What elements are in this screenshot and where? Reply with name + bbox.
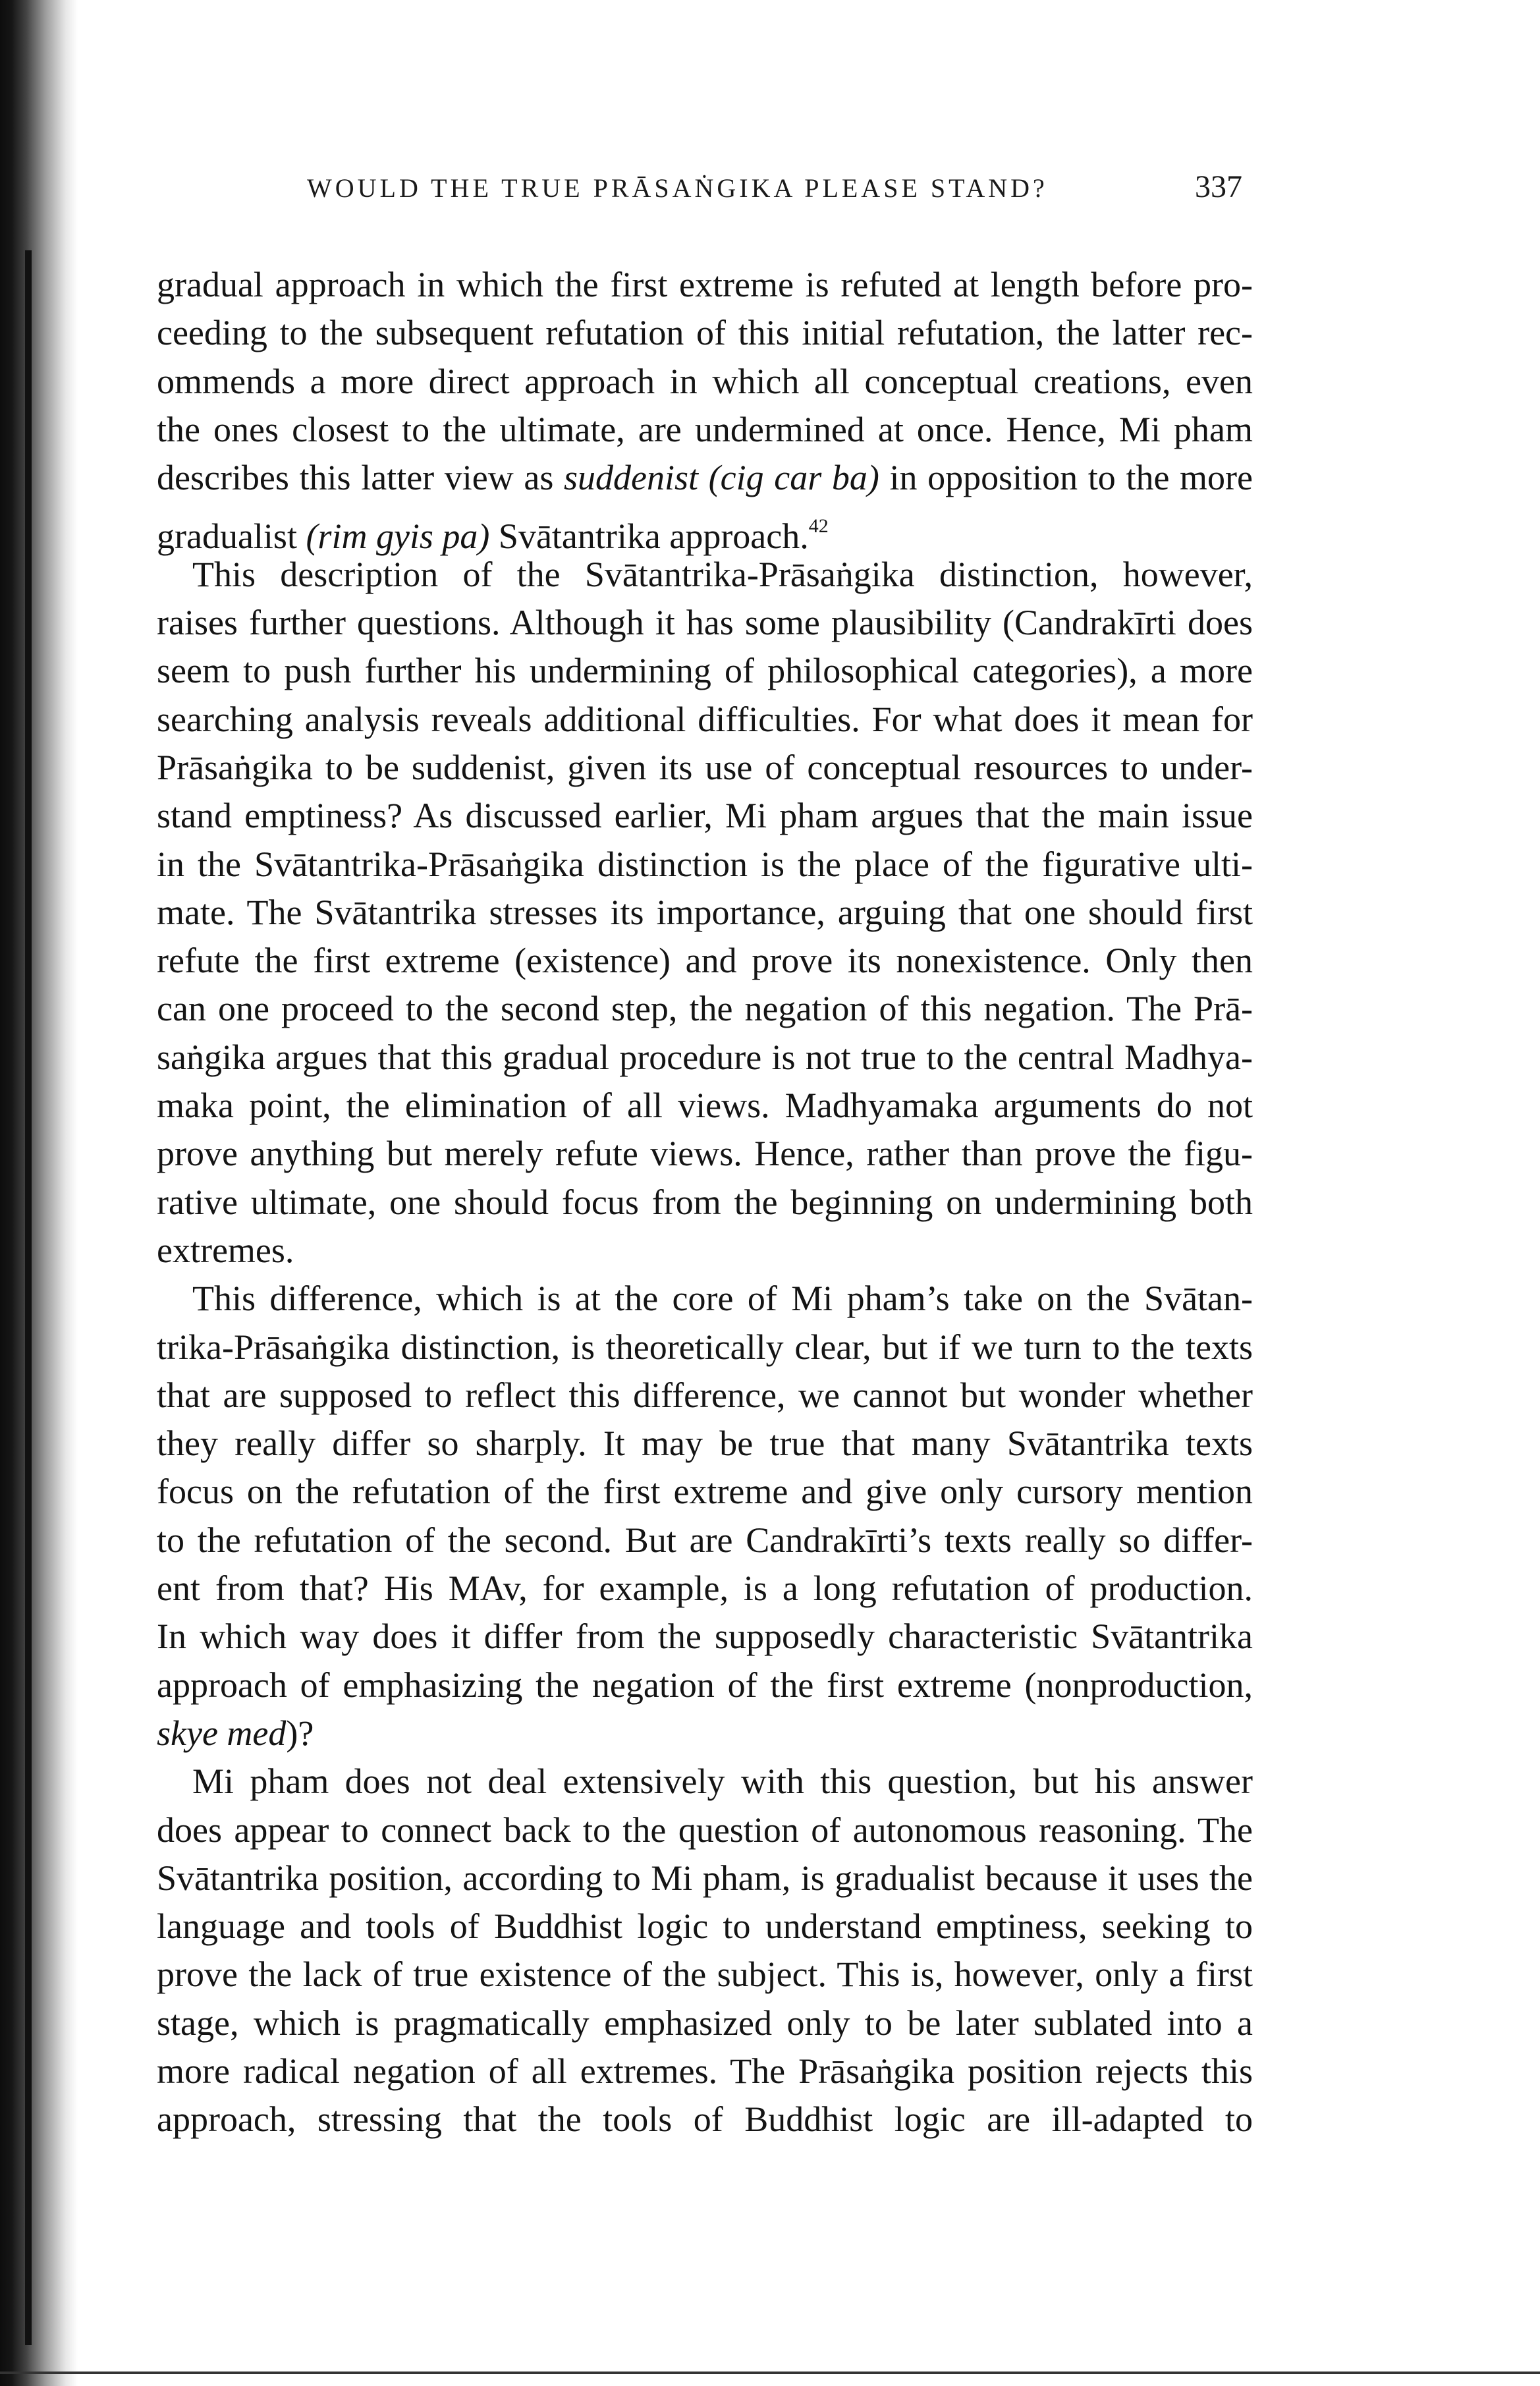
text-line: mate. The Svātantrika stresses its importance, arguing that one should first (157, 892, 1253, 932)
text-line: more radical negation of all extremes. The Prāsaṅgika position rejects this (157, 2051, 1253, 2091)
paragraph-3 (157, 1275, 1253, 1758)
text-run: in opposition to the more (879, 458, 1253, 498)
text-line: Prāsaṅgika to be suddenist, given its use of conceptual resources to under- (157, 747, 1253, 787)
text-line: trika-Prāsaṅgika distinction, is theoretically clear, but if we turn to the texts (157, 1327, 1253, 1367)
text-line: focus on the refutation of the first extreme and give only cursory mention (157, 1472, 1253, 1512)
text-line: prove the lack of true existence of the subject. This is, however, only a first (157, 1955, 1253, 1995)
text-line: that are supposed to reflect this difference, we cannot but wonder whether (157, 1375, 1253, 1415)
binding-shadow (0, 0, 78, 2386)
text-line: does appear to connect back to the question of autonomous reasoning. The (157, 1810, 1253, 1850)
text-line: ceeding to the subsequent refutation of this initial refutation, the latter rec- (157, 313, 1253, 353)
text-line: rative ultimate, one should focus from the beginning on undermining both (157, 1182, 1253, 1222)
text-line: gradual approach in which the first extreme is refuted at length before pro- (157, 265, 1253, 304)
text-line: This difference, which is at the core of Mi pham’s take on the Svātan- (192, 1279, 1253, 1319)
text-line: seem to push further his undermining of philosophical categories), a more (157, 651, 1253, 691)
text-line: they really differ so sharply. It may be true that many Svātantrika texts (157, 1424, 1253, 1464)
text-line: refute the first extreme (existence) and prove its nonexistence. Only then (157, 941, 1253, 981)
text-line: saṅgika argues that this gradual procedure is not true to the central Madhya- (157, 1037, 1253, 1077)
text-line: ommends a more direct approach in which all conceptual creations, even (157, 361, 1253, 401)
text-run: describes this latter view as (157, 458, 564, 498)
text-line (157, 454, 1253, 502)
text-run: Svātantrika approach. (489, 516, 809, 557)
text-line: approach, stressing that the tools of Buddhist logic are ill-adapted to (157, 2099, 1253, 2140)
text-line (157, 1709, 1253, 1758)
paragraph-2 (157, 551, 1253, 1275)
text-line: language and tools of Buddhist logic to understand emptiness, seeking to (157, 1906, 1253, 1947)
paragraph-1 (157, 261, 1253, 557)
text-line: the ones closest to the ultimate, are undermined at once. Hence, Mi pham (157, 409, 1253, 449)
text-line: extremes. (157, 1230, 294, 1270)
text-line: stage, which is pragmatically emphasized only to be later sublated into a (157, 2003, 1253, 2043)
text-line: prove anything but merely refute views. Hence, rather than prove the figu- (157, 1134, 1253, 1174)
text-run: )? (286, 1713, 314, 1753)
page-bottom-edge (0, 2372, 1540, 2374)
text-line: in the Svātantrika-Prāsaṅgika distinction is the place of the figurative ulti- (157, 844, 1253, 884)
text-line: ent from that? His MAv, for example, is a long refutation of production. (157, 1568, 1253, 1609)
text-line: raises further questions. Although it has some plausibility (Candrakīrti does (157, 603, 1253, 643)
binding-edge (25, 250, 32, 2345)
italic-term: skye med (157, 1713, 287, 1753)
text-run: gradualist (157, 516, 306, 557)
text-line: searching analysis reveals additional difficulties. For what does it mean for (157, 699, 1253, 739)
footnote-marker[interactable]: 42 (808, 515, 829, 538)
body-text (157, 261, 1253, 2144)
text-line: can one proceed to the second step, the negation of this negation. The Prā- (157, 989, 1253, 1029)
text-line: This description of the Svātantrika-Prāsaṅgika distinction, however, (192, 554, 1253, 594)
italic-term: (rim gyis pa) (306, 516, 490, 557)
text-line: Mi pham does not deal extensively with this question, but his answer (192, 1762, 1253, 1802)
text-line: stand emptiness? As discussed earlier, Mi pham argues that the main issue (157, 796, 1253, 836)
page-number: 337 (1195, 169, 1242, 204)
text-line (157, 502, 1253, 557)
text-line: In which way does it differ from the supposedly characteristic Svātantrika (157, 1617, 1253, 1657)
paragraph-4 (157, 1758, 1253, 2144)
italic-term: suddenist (cig car ba) (564, 458, 879, 498)
text-line: Svātantrika position, according to Mi pham, is gradualist because it uses the (157, 1858, 1253, 1898)
text-line: to the refutation of the second. But are Candrakīrti’s texts really so differ- (157, 1520, 1253, 1560)
text-line: maka point, the elimination of all views. Madhyamaka arguments do not (157, 1086, 1253, 1126)
text-line: approach of emphasizing the negation of the first extreme (nonproduction, (157, 1665, 1253, 1705)
running-head: WOULD THE TRUE PRĀSAṄGIKA PLEASE STAND? (307, 173, 1048, 203)
